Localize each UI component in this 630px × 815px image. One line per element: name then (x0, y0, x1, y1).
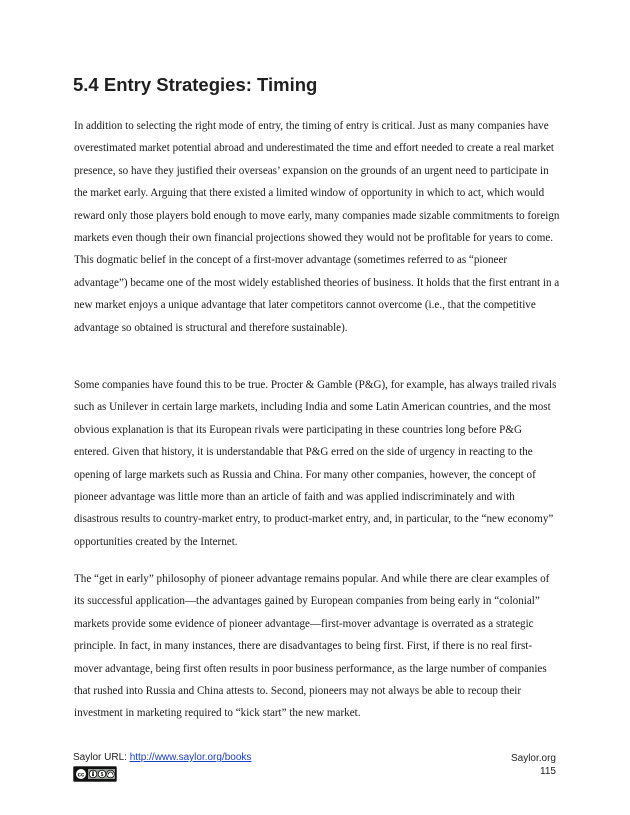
svg-text:$: $ (100, 772, 104, 778)
publisher-name: Saylor.org (510, 753, 556, 764)
creative-commons-by-badge-icon (73, 766, 117, 782)
footer-publisher (511, 752, 556, 778)
body-paragraph: The “get in early” philosophy of pioneer advantage remains popular. And while there are clear examples of its successful application—the advantages gained by European companies from being early in “colonial” markets provide some evidence of pioneer advantage—first-mover advantage is overrated as a strategic principle. In fact, in many instances, there are disadvantages to being first. First, if there is no real first-mover advantage, being first often results in poor business performance, as the large number of companies that rushed into Russia and China attests to. Second, pioneers may not always be able to recoup their investment in marketing required to “kick start” the new market. (74, 573, 550, 720)
source-label: Saylor URL: (73, 752, 130, 763)
svg-text:cc: cc (77, 772, 85, 779)
section-heading: 5.4 Entry Strategies: Timing (73, 74, 318, 95)
page-number: 115 (540, 766, 556, 777)
footer-source (73, 752, 251, 763)
body-paragraph: Some companies have found this to be true. Procter & Gamble (P&G), for example, has always trailed rivals such as Unilever in certain large markets, including India and some Latin American countries, and the most obvious explanation is that its European rivals were participating in these countries long before P&G entered. Given that history, it is understandable that P&G erred on the side of urgency in reacting to the opening of large markets such as Russia and China. For many other companies, however, the concept of pioneer advantage was little more than an article of faith and was applied indiscriminately and with disastrous results to country-market entry, to product-market entry, and, in particular, to the “new economy” opportunities created by the Internet. (74, 379, 557, 548)
body-paragraph: In addition to selecting the right mode of entry, the timing of entry is critical. Just as many companies have overestimated market potential abroad and underestimated the time and effort needed to create a real market presence, so have they justified their overseas’ expansion on the grounds of an urgent need to participate in the market early. Arguing that there existed a limited window of opportunity in which to act, which would reward only those players bold enough to move early, many companies made sizable commitments to foreign markets even though their own financial projections showed they would not be profitable for years to come. This dogmatic belief in the concept of a first-mover advantage (sometimes referred to as “pioneer advantage”) became one of the most widely established theories of business. It holds that the first entrant in a new market enjoys a unique advantage that later competitors cannot overcome (i.e., that the competitive advantage so obtained is structural and therefore sustainable). (74, 120, 560, 334)
source-link[interactable]: http://www.saylor.org/books (129, 752, 252, 763)
